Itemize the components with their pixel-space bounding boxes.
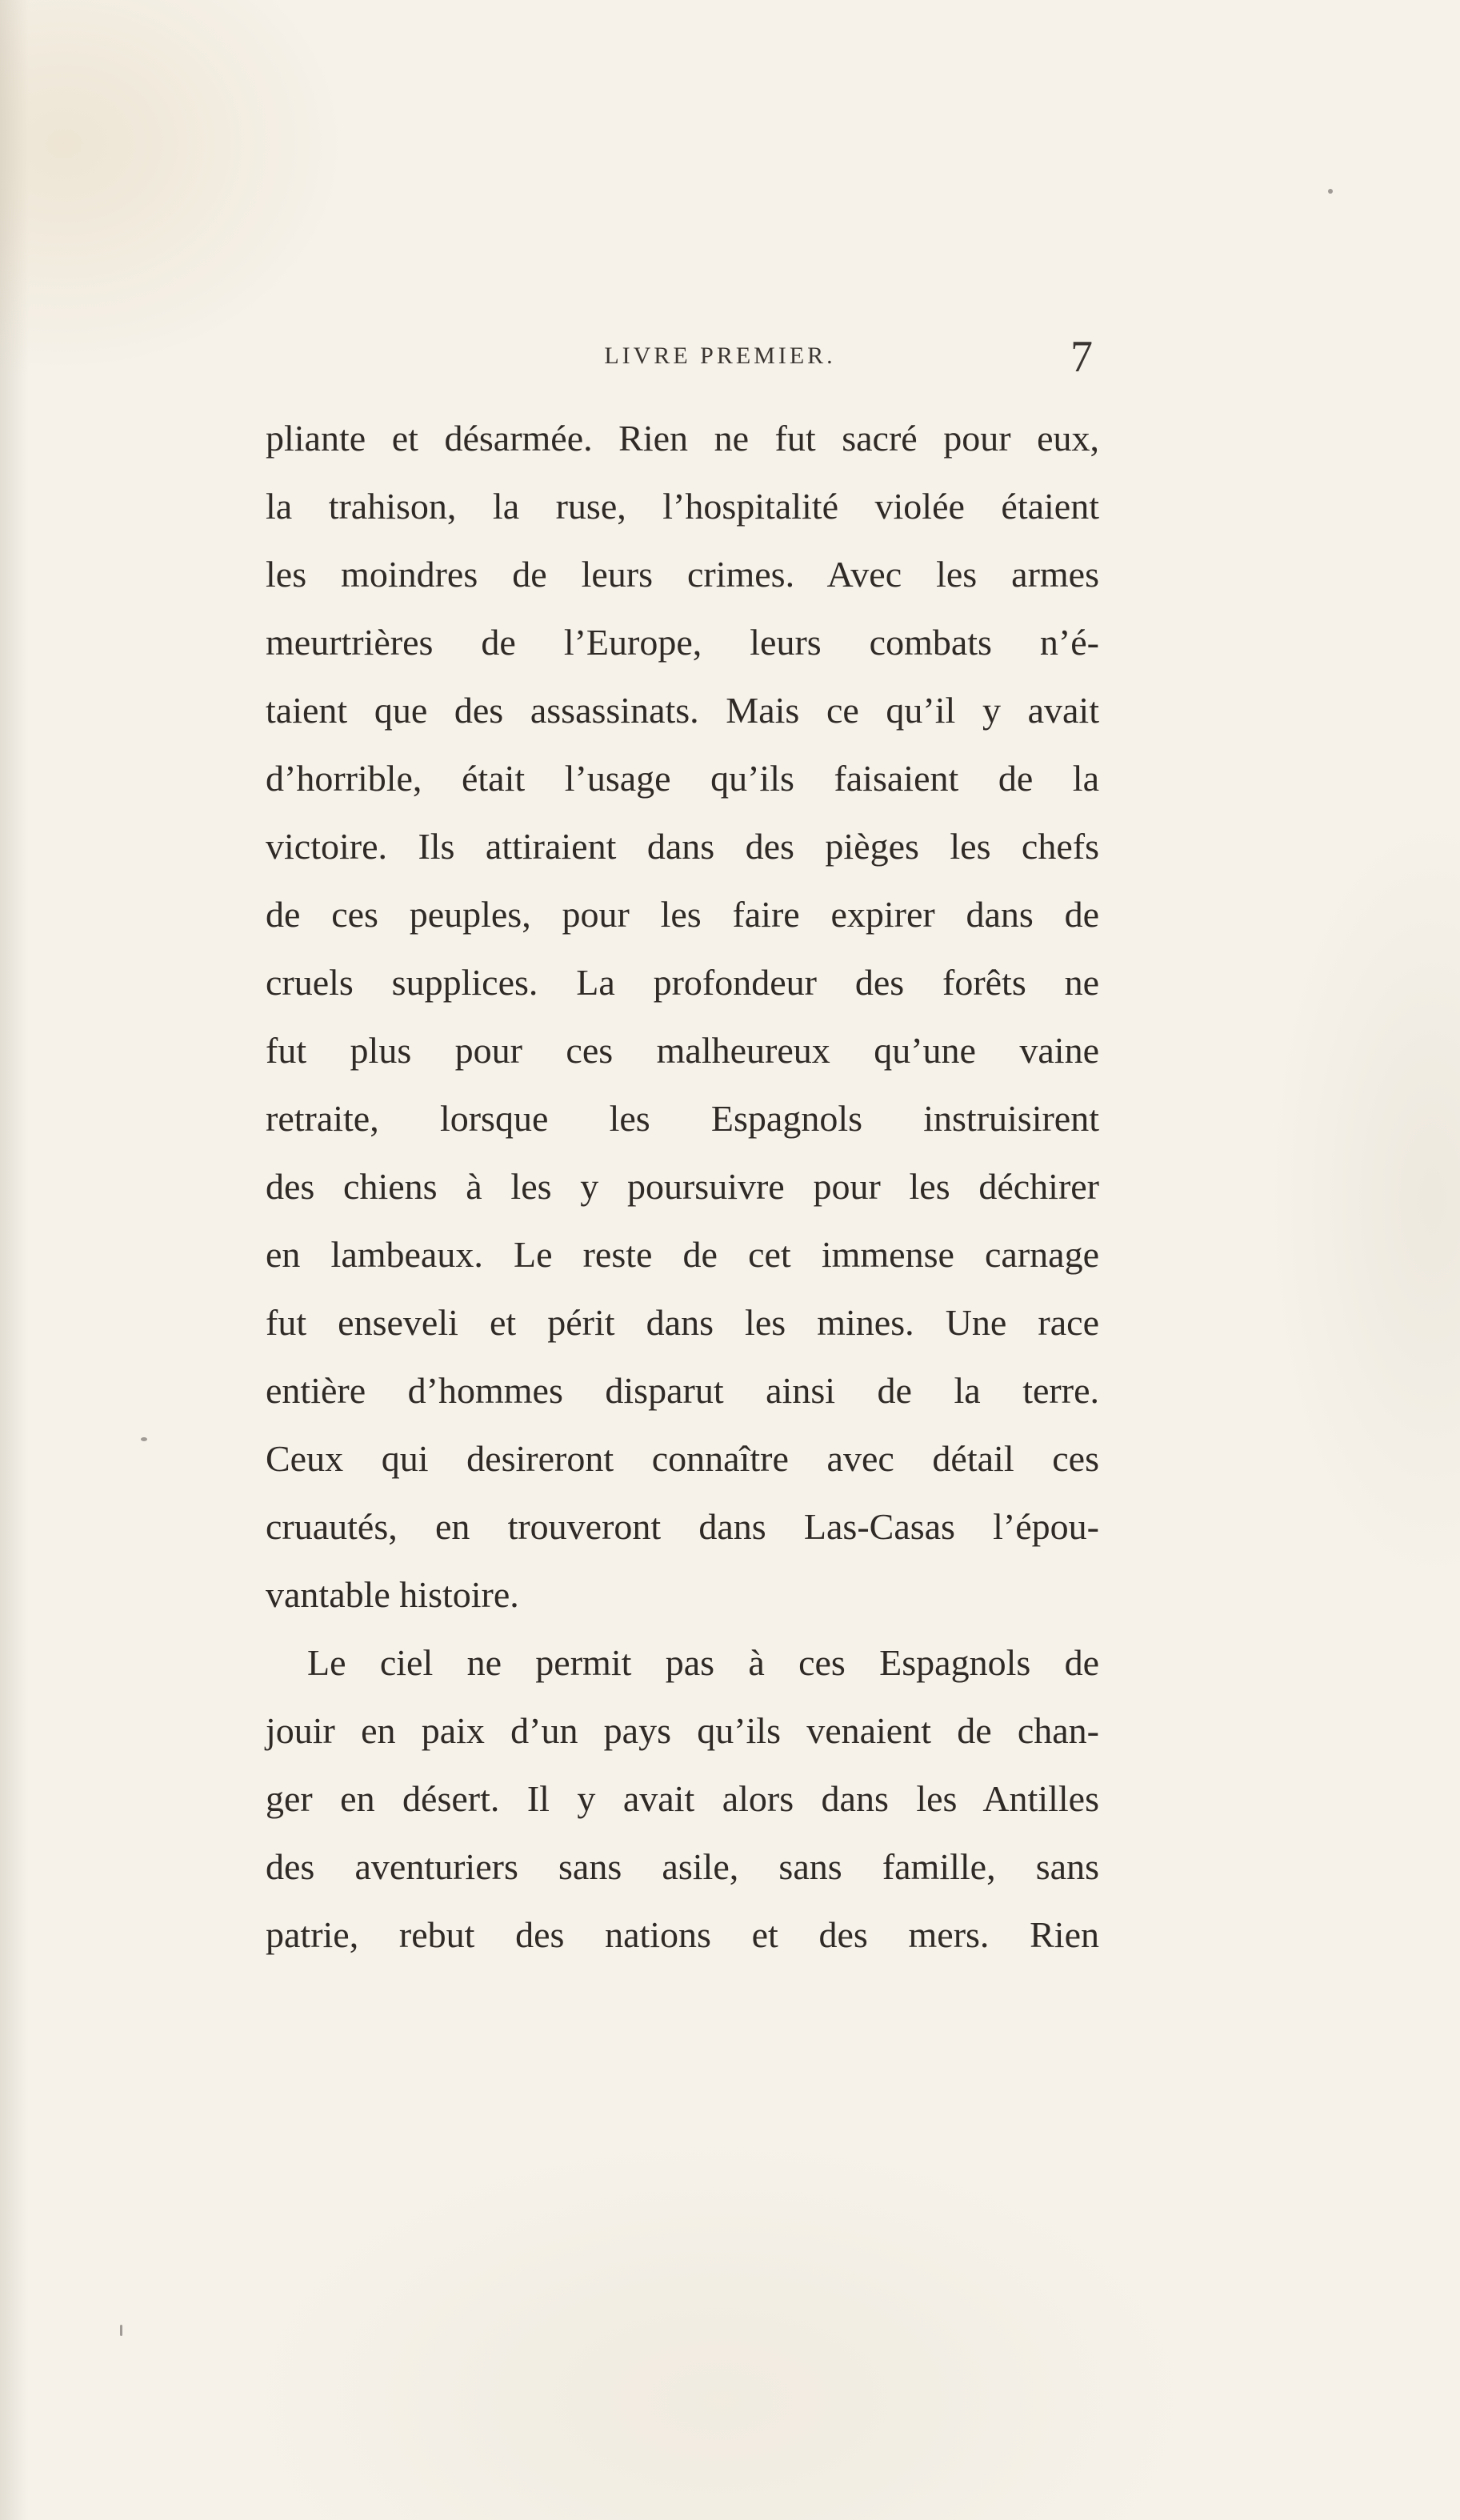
text-line: pliante et désarmée. Rien ne fut sacré pour eux,: [266, 418, 1099, 459]
text-line: des aventuriers sans asile, sans famille, sans: [266, 1846, 1099, 1887]
text-line: fut plus pour ces malheureux qu’une vaine: [266, 1030, 1099, 1071]
text-line: fut enseveli et périt dans les mines. Une race: [266, 1302, 1099, 1343]
text-line: taient que des assassinats. Mais ce qu’il y avait: [266, 690, 1099, 731]
body-text: [266, 404, 1099, 1969]
text-line: victoire. Ils attiraient dans des pièges les chefs: [266, 826, 1099, 867]
paper-speck: [120, 2325, 122, 2336]
text-line: la trahison, la ruse, l’hospitalité violée étaient: [266, 486, 1099, 527]
text-line: cruautés, en trouveront dans Las-Casas l’épou-: [266, 1506, 1099, 1547]
paragraph-2: [266, 1629, 1099, 1969]
text-line: vantable histoire.: [266, 1574, 519, 1615]
running-head: [0, 332, 1460, 391]
text-line: en lambeaux. Le reste de cet immense carnage: [266, 1234, 1099, 1275]
paper-speck: [141, 1437, 147, 1441]
running-title: LIVRE PREMIER.: [604, 343, 836, 369]
text-line: des chiens à les y poursuivre pour les déchirer: [266, 1166, 1099, 1207]
text-line: meurtrières de l’Europe, leurs combats n’é-: [266, 622, 1099, 663]
text-line: Ceux qui desireront connaître avec détail ces: [266, 1438, 1099, 1479]
paragraph-1: [266, 404, 1099, 1629]
text-line: entière d’hommes disparut ainsi de la terre.: [266, 1370, 1099, 1411]
text-line: les moindres de leurs crimes. Avec les armes: [266, 554, 1099, 595]
text-line: Le ciel ne permit pas à ces Espagnols de: [307, 1642, 1099, 1683]
text-line: cruels supplices. La profondeur des forêts ne: [266, 962, 1099, 1003]
text-line: d’horrible, était l’usage qu’ils faisaient de la: [266, 758, 1099, 799]
text-line: de ces peuples, pour les faire expirer dans de: [266, 894, 1099, 935]
text-line: retraite, lorsque les Espagnols instruisirent: [266, 1098, 1099, 1139]
page-number: 7: [1070, 332, 1093, 382]
text-line: jouir en paix d’un pays qu’ils venaient de chan-: [266, 1710, 1099, 1751]
paper-speck: [1328, 189, 1333, 194]
text-line: patrie, rebut des nations et des mers. Rien: [266, 1914, 1099, 1955]
text-line: ger en désert. Il y avait alors dans les Antilles: [266, 1778, 1099, 1819]
